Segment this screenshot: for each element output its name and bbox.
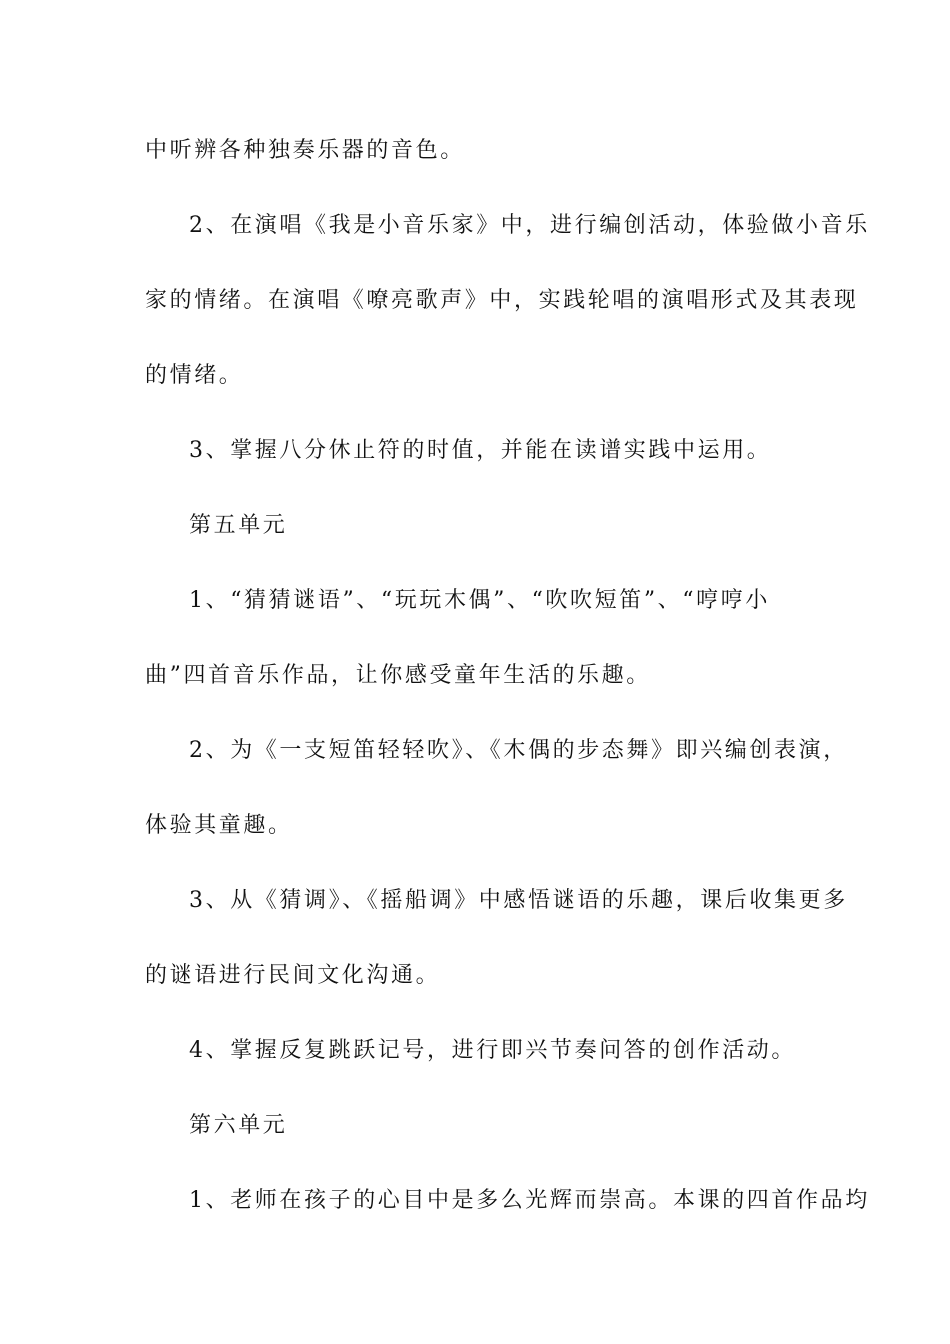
text-line: 的情绪。 <box>145 363 244 388</box>
text-line: 2、为《一支短笛轻轻吹》、《木偶的步态舞》即兴编创表演， <box>189 738 848 763</box>
text-line: 家的情绪。在演唱《嘹亮歌声》中，实践轮唱的演唱形式及其表现 <box>145 288 859 313</box>
section-heading: 第五单元 <box>189 513 288 538</box>
text-line: 4、掌握反复跳跃记号，进行即兴节奏问答的创作活动。 <box>189 1038 796 1063</box>
text-line: 3、掌握八分休止符的时值，并能在读谱实践中运用。 <box>189 438 772 463</box>
text-line: 1、老师在孩子的心目中是多么光辉而崇高。本课的四首作品均 <box>189 1188 870 1213</box>
text-line: 3、从《猜调》、《摇船调》中感悟谜语的乐趣，课后收集更多 <box>189 888 848 913</box>
text-line: 2、在演唱《我是小音乐家》中，进行编创活动，体验做小音乐 <box>189 213 870 238</box>
text-line: 的谜语进行民间文化沟通。 <box>145 963 441 988</box>
text-line: 体验其童趣。 <box>145 813 293 838</box>
section-heading: 第六单元 <box>189 1113 288 1138</box>
text-line: 曲”四首音乐作品，让你感受童年生活的乐趣。 <box>145 663 651 688</box>
text-line: 1、“猜猜谜语”、“玩玩木偶”、“吹吹短笛”、“哼哼小 <box>189 588 770 613</box>
text-line: 中听辨各种独奏乐器的音色。 <box>145 138 465 163</box>
